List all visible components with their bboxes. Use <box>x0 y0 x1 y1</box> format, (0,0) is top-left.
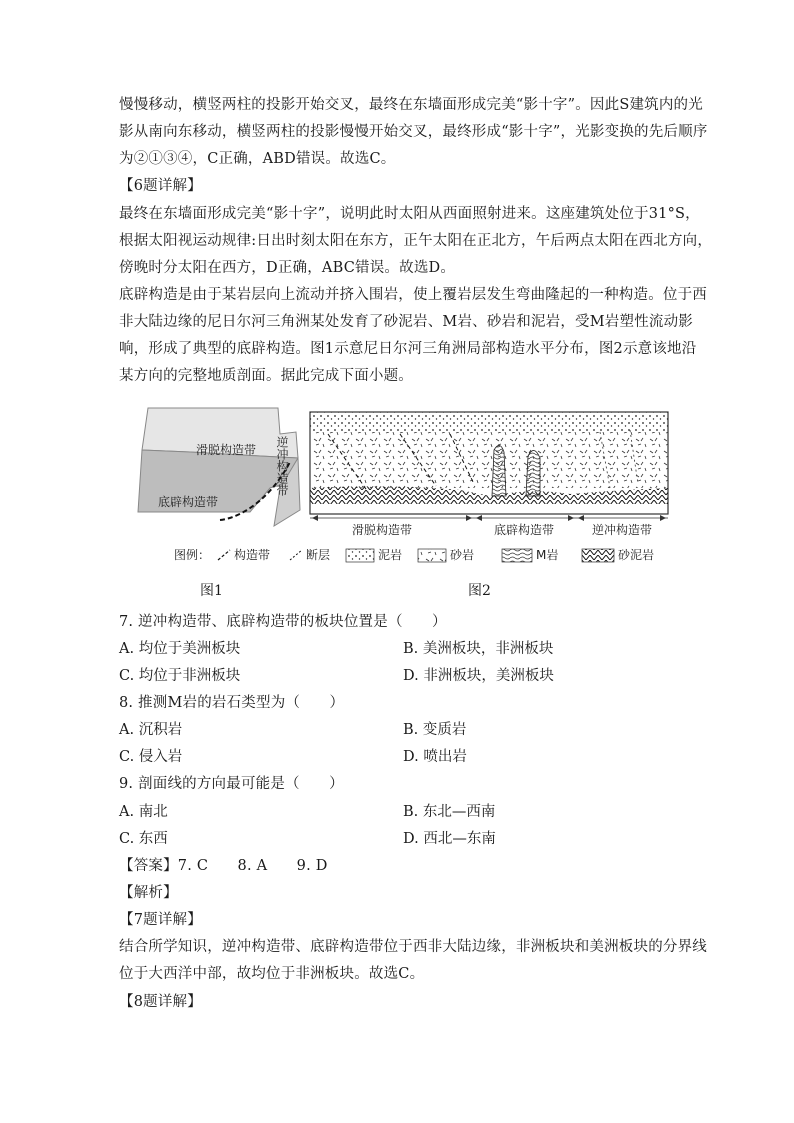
text-line: 底辟构造是由于某岩层向上流动并挤入围岩，使上覆岩层发生弯曲隆起的一种构造。位于西 <box>119 287 707 303</box>
legend-zone-line-icon <box>218 550 230 560</box>
text-line: 影从南向东移动，横竖两柱的投影慢慢开始交叉，最终形成“影十字”，光影变换的先后顺序 <box>119 124 708 140</box>
legend-fault-label: 断层 <box>306 548 331 562</box>
option-b: B. 美洲板块，非洲板块 <box>403 641 554 657</box>
m-rock-column <box>492 445 506 496</box>
legend-zone-label: 构造带 <box>234 548 271 562</box>
text-line: 某方向的完整地质剖面。据此完成下面小题。 <box>119 368 413 384</box>
option-c: C. 均位于非洲板块 <box>119 668 241 684</box>
legend-sandstone-label: 砂岩 <box>450 548 475 562</box>
option-a: A. 均位于美洲板块 <box>119 641 241 657</box>
fig1-label-thrust: 逆冲构造带 <box>275 436 289 496</box>
option-d: D. 喷出岩 <box>403 749 467 765</box>
answer-line: 【答案】7. C 8. A 9. D <box>119 858 328 874</box>
legend-sandy-mudstone-icon <box>582 549 614 562</box>
analysis-heading: 【解析】 <box>119 885 178 901</box>
legend-mudstone-icon <box>346 549 374 562</box>
fig1-label-diapir: 底辟构造带 <box>158 495 219 509</box>
legend-m-rock-icon <box>502 549 532 562</box>
figure1-map <box>138 408 300 526</box>
option-a: A. 沉积岩 <box>119 722 183 738</box>
text-line: 响，形成了典型的底辟构造。图1示意尼日尔河三角洲局部构造水平分布，图2示意该地沿 <box>119 341 697 357</box>
fig1-label-slide: 滑脱构造带 <box>196 443 257 457</box>
option-a: A. 南北 <box>119 804 168 820</box>
option-d: D. 西北—东南 <box>403 831 496 847</box>
section-heading: 【8题详解】 <box>119 994 202 1010</box>
legend-prefix: 图例： <box>174 548 211 562</box>
fig2-label-slide: 滑脱构造带 <box>352 523 413 537</box>
section-heading: 【7题详解】 <box>119 912 202 928</box>
option-c: C. 侵入岩 <box>119 749 183 765</box>
text-line: 傍晚时分太阳在西方，D正确，ABC错误。故选D。 <box>119 260 456 276</box>
text-line: 最终在东墙面形成完美“影十字”，说明此时太阳从西面照射进来。这座建筑处位于31°S， <box>119 206 700 222</box>
question-stem: 8. 推测M岩的岩石类型为（ ） <box>119 695 345 711</box>
legend-sandstone-icon <box>418 549 446 562</box>
fig2-label-thrust: 逆冲构造带 <box>592 523 653 537</box>
geology-figure <box>130 400 680 576</box>
option-c: C. 东西 <box>119 831 168 847</box>
option-b: B. 东北—西南 <box>403 804 496 820</box>
fig2-label-diapir: 底辟构造带 <box>494 523 555 537</box>
text-line: 非大陆边缘的尼日尔河三角洲某处发育了砂泥岩、M岩、砂岩和泥岩，受M岩塑性流动影 <box>119 314 693 330</box>
figure2-caption: 图2 <box>468 583 491 599</box>
section-heading: 【6题详解】 <box>119 178 202 194</box>
figure1-caption: 图1 <box>200 583 223 599</box>
legend-m-rock-label: M岩 <box>536 548 559 562</box>
text-line: 位于大西洋中部，故均位于非洲板块。故选C。 <box>119 966 425 982</box>
legend-mudstone-label: 泥岩 <box>378 548 403 562</box>
option-d: D. 非洲板块，美洲板块 <box>403 668 554 684</box>
m-rock-column <box>526 450 540 496</box>
option-b: B. 变质岩 <box>403 722 467 738</box>
text-line: 为②①③④，C正确，ABD错误。故选C。 <box>119 151 396 167</box>
text-line: 根据太阳视运动规律:日出时刻太阳在东方，正午太阳在正北方，午后两点太阳在西北方向， <box>119 233 713 249</box>
figure-legend <box>174 547 654 562</box>
legend-fault-icon <box>290 550 302 560</box>
legend-sandy-mudstone-label: 砂泥岩 <box>618 548 655 562</box>
question-stem: 7. 逆冲构造带、底辟构造带的板块位置是（ ） <box>119 614 447 630</box>
figure2-section <box>310 412 668 537</box>
question-stem: 9. 剖面线的方向最可能是（ ） <box>119 776 344 792</box>
text-line: 结合所学知识，逆冲构造带、底辟构造带位于西非大陆边缘，非洲板块和美洲板块的分界线 <box>119 939 707 955</box>
text-line: 慢慢移动，横竖两柱的投影开始交叉，最终在东墙面形成完美“影十字”。因此S建筑内的光 <box>119 97 703 113</box>
